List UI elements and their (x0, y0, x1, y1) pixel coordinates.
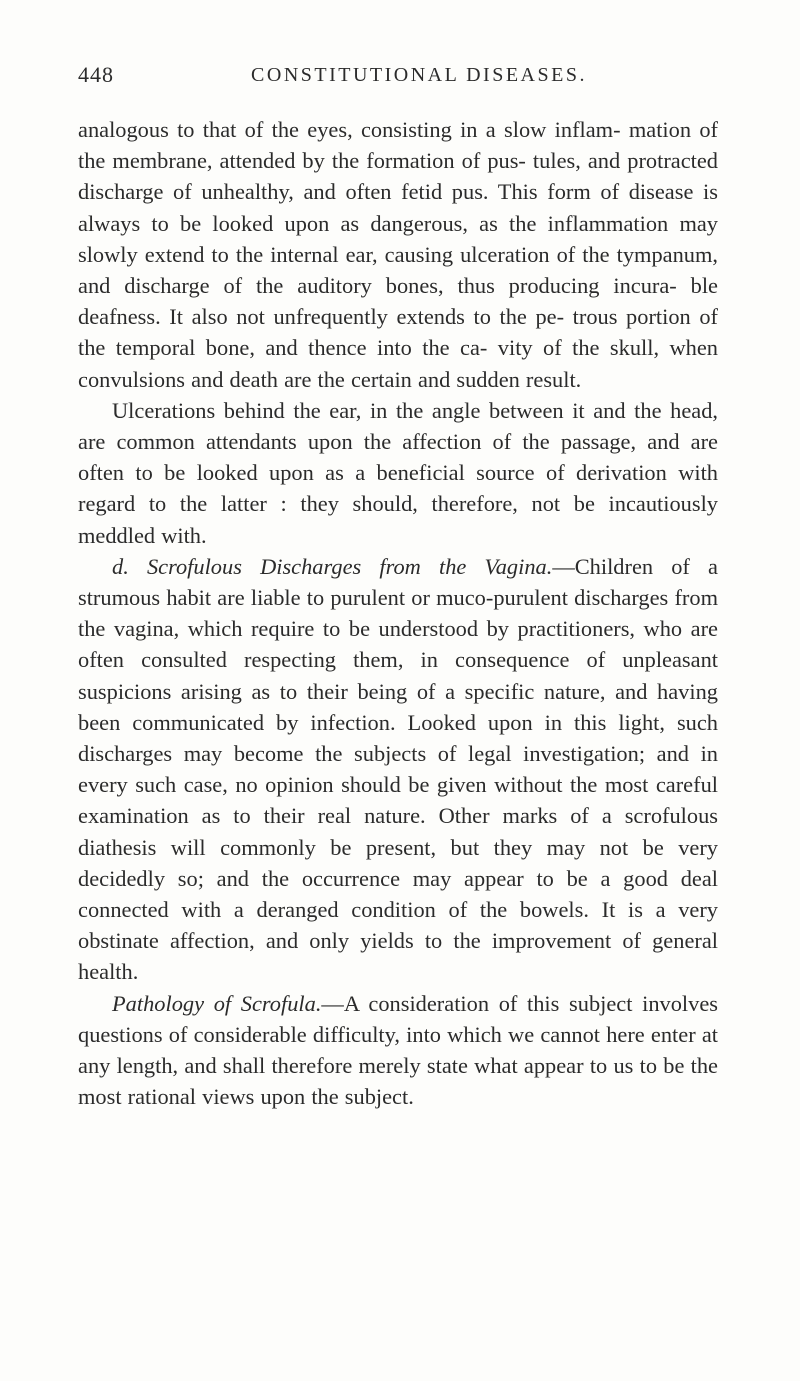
section-heading: Pathology of Scrofula. (112, 990, 322, 1016)
page-number: 448 (78, 62, 114, 87)
paragraph-text: —A consideration of this subject involves questions of considerable difficulty, into which we cannot here enter at any length, and shall therefore merely state what appear to us to be the most rational views upon the subject. (78, 990, 718, 1110)
running-head: CONSTITUTIONAL DISEASES. (251, 64, 587, 86)
page-header (78, 62, 720, 92)
paragraph-text: —Children of a strumous habit are liable to purulent or muco-purulent discharges from the vagina, which require to be understood by practitioners, who are often consulted respecting them, in consequence of unpleasant suspicions arising as to their being of a specific nature, and having been communicated by infection. Looked upon in this light, such discharges may become the subjects of legal investigation; and in every such case, no opinion should be given without the most careful examination as to their real nature. Other marks of a scrofulous diathesis will commonly be present, but they may not be very decidedly so; and the occurrence may appear to be a good deal connected with a deranged condition of the bowels. It is a very obstinate affection, and only yields to the improvement of general health. (78, 553, 718, 985)
paragraph-continuation (78, 114, 718, 395)
paragraph-pathology (78, 988, 718, 1113)
body-text (78, 114, 718, 1113)
section-heading: d. Scrofulous Discharges from the Vagina. (112, 553, 553, 579)
paragraph-vaginal-discharges (78, 551, 718, 988)
paragraph-ulcerations (78, 395, 718, 551)
paragraph-text: Ulcerations behind the ear, in the angle between it and the head, are common attendants upon the affection of the passage, and are often to be looked upon as a beneficial source of derivation with regard to the latter : they should, therefore, not be incautiously meddled with. (78, 397, 718, 548)
paragraph-text: analogous to that of the eyes, consisting in a slow inflam- mation of the membrane, attended by the formation of pus- tules, and protracted discharge of unhealthy, and often fetid pus. This form of disease is always to be looked upon as dangerous, as the inflammation may slowly extend to the internal ear, causing ulceration of the tympanum, and discharge of the auditory bones, thus producing incura- ble deafness. It also not unfrequently extends to the pe- trous portion of the temporal bone, and thence into the ca- vity of the skull, when convulsions and death are the certain and sudden result. (78, 117, 718, 392)
